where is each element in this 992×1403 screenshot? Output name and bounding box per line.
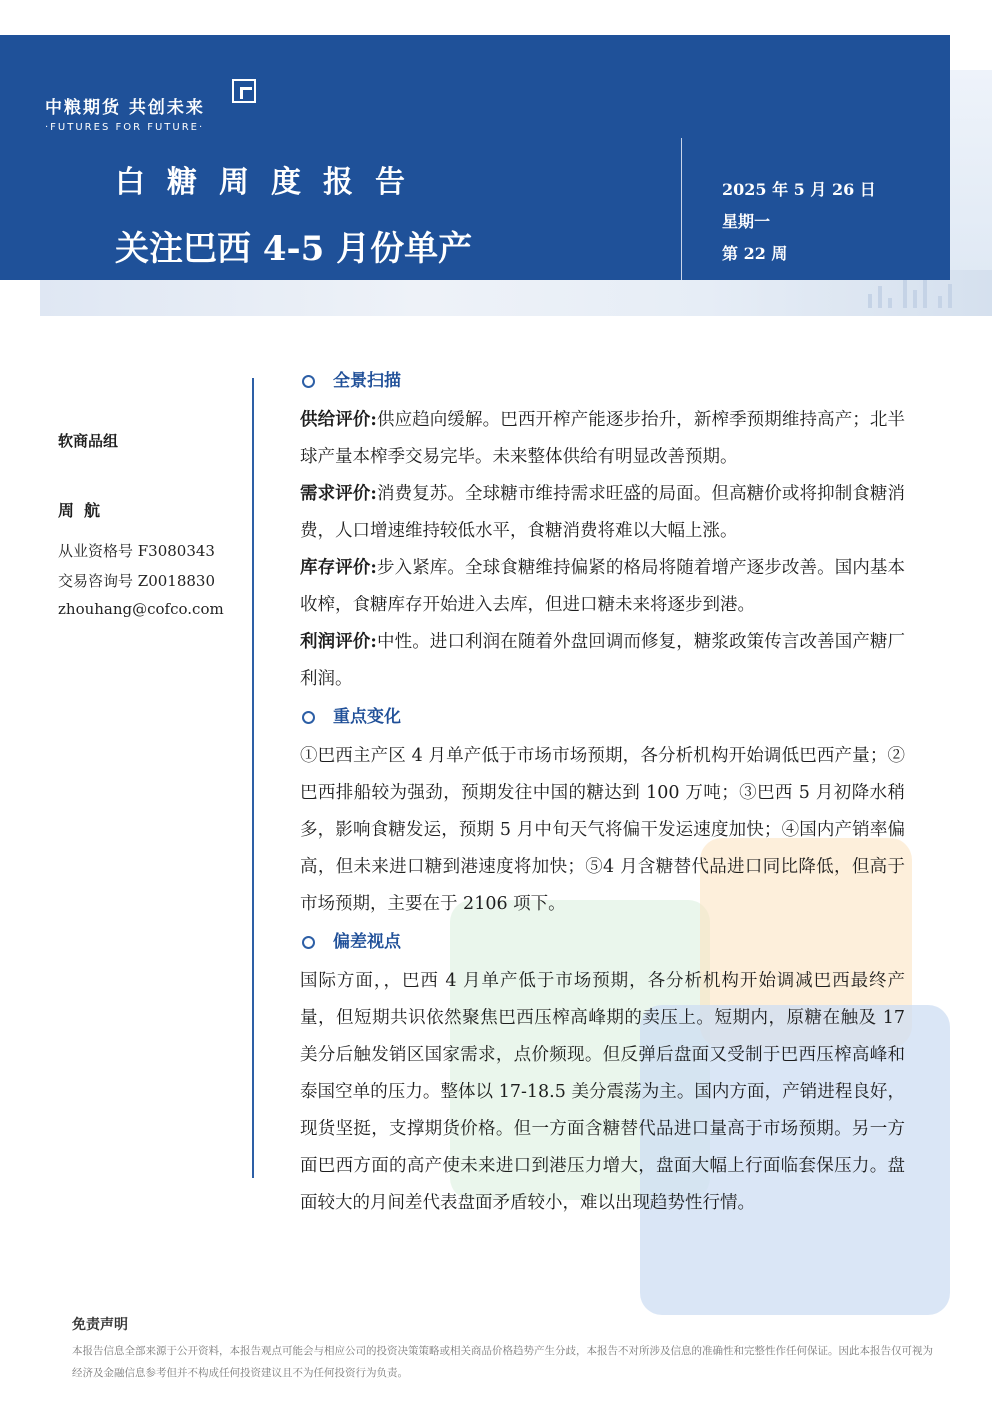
- supply-text: 供应趋向缓解。巴西开榨产能逐步抬升，新榨季预期维持高产；北半球产量本榨季交易完毕。未来整体供给有明显改善预期。: [300, 410, 906, 467]
- section-overview-heading: [300, 368, 905, 394]
- bullet-circle-icon: [302, 375, 315, 388]
- views-paragraph: 国际方面，，巴西 4 月单产低于市场预期，各分析机构开始调减巴西最终产量，但短期共识依然聚焦巴西压榨高峰期的卖压上。短期内，原糖在触及 17 美分后触发销区国家需求，点价频现。但反弹后盘面又受制于巴西压榨高峰和泰国空单的压力。整体以 17-18.5 美分震荡为主。国内方面，产销进程良好，现货坚挺，支撑期货价格。但一方面含糖替代品进口量高于市场预期。另一方面巴西方面的高产使未来进口到港压力增大，盘面大幅上行面临套保压力。盘面较大的月间差代表盘面矛盾较小，难以出现趋势性行情。: [300, 971, 905, 1213]
- stock-text: 步入紧库。全球食糖维持偏紧的格局将随着增产逐步改善。国内基本收榨，食糖库存开始进入去库，但进口糖未来将逐步到港。: [300, 558, 906, 615]
- section-overview-title: 全景扫描: [333, 371, 401, 391]
- left-divider: [252, 378, 254, 1178]
- supply-paragraph: [300, 402, 905, 476]
- demand-paragraph: [300, 476, 905, 550]
- consult-number: 交易咨询号 Z0018830: [58, 572, 215, 590]
- report-title: 白糖周度报告: [115, 165, 427, 200]
- qualification-number: 从业资格号 F3080343: [58, 542, 215, 560]
- report-body: [300, 368, 905, 1228]
- disclaimer-text: 本报告信息全部来源于公开资料，本报告观点可能会与相应公司的投资决策策略或相关商品价格趋势产生分歧，本报告不对所涉及信息的准确性和完整性作任何保证。因此本报告仅可视为经济及金融信息参考但并不构成任何投资建议且不为任何投资行为负责。: [72, 1345, 933, 1379]
- report-date: 2025 年 5 月 26 日: [722, 180, 876, 199]
- changes-paragraph: ①巴西主产区 4 月单产低于市场市场预期，各分析机构开始调低巴西产量；②巴西排船较为强劲，预期发往中国的糖达到 100 万吨；③巴西 5 月初降水稍多，影响食糖发运，预期 5 月中旬天气将偏干发运速度加快；④国内产销率偏高，但未来进口糖到港速度将加快；⑤4 月含糖替代品进口同比降低，但高于市场预期，主要在于 2106 项下。: [300, 746, 905, 914]
- report-weekday: 星期一: [722, 212, 771, 231]
- department: 软商品组: [58, 432, 119, 450]
- company-logo: [45, 93, 205, 133]
- author-name: 周航: [58, 501, 111, 520]
- logo-mark-icon: [232, 79, 256, 103]
- bullet-circle-icon: [302, 936, 315, 949]
- stock-label: 库存评价:: [300, 558, 377, 578]
- profit-label: 利润评价:: [300, 632, 377, 652]
- profit-paragraph: [300, 624, 905, 698]
- profit-text: 中性。进口利润在随着外盘回调而修复，糖浆政策传言改善国产糖厂利润。: [300, 632, 906, 689]
- disclaimer-title: 免责声明: [72, 1317, 128, 1333]
- supply-label: 供给评价:: [300, 410, 377, 430]
- section-changes-title: 重点变化: [333, 707, 401, 727]
- report-subtitle: 关注巴西 4-5 月份单产: [115, 229, 473, 269]
- author-email[interactable]: zhouhang@cofco.com: [58, 600, 224, 618]
- demand-label: 需求评价:: [300, 484, 377, 504]
- bullet-circle-icon: [302, 711, 315, 724]
- logo-en-text: ·FUTURES FOR FUTURE·: [45, 122, 205, 133]
- report-week: 第 22 周: [722, 244, 788, 263]
- section-views-heading: [300, 929, 905, 955]
- date-block: [722, 179, 876, 275]
- section-views-title: 偏差视点: [333, 932, 401, 952]
- demand-text: 消费复苏。全球糖市维持需求旺盛的局面。但高糖价或将抑制食糖消费，人口增速维持较低水平，食糖消费将难以大幅上涨。: [300, 484, 906, 541]
- header-divider: [681, 138, 682, 280]
- report-header: [0, 35, 950, 280]
- section-changes-heading: [300, 704, 905, 730]
- logo-cn-text: 中粮期货 共创未来: [45, 98, 205, 118]
- stock-paragraph: [300, 550, 905, 624]
